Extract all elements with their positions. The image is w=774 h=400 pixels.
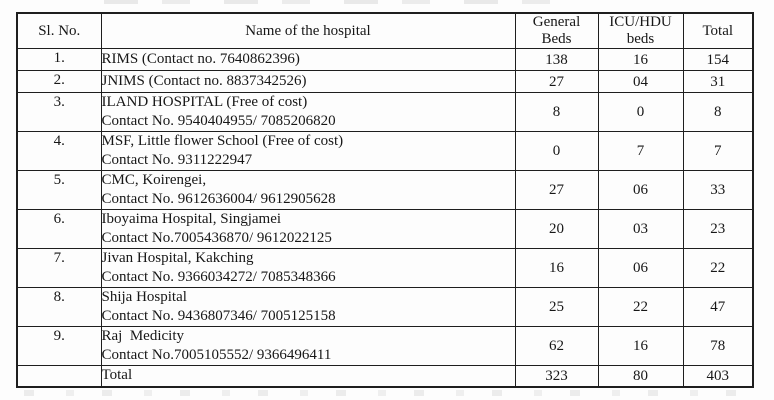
hospital-contact: Contact No.7005105552/ 9366496411 xyxy=(101,347,332,363)
total-beds-cell: 47 xyxy=(683,288,753,327)
hospital-name: Iboyaima Hospital, Singjamei xyxy=(101,211,282,227)
serial-cell: 2. xyxy=(17,71,101,93)
total-beds-cell: 22 xyxy=(683,249,753,288)
icu-beds-cell: 22 xyxy=(598,288,683,327)
table-row xyxy=(17,171,753,210)
header-icu-line2: beds xyxy=(626,31,655,47)
total-beds-cell: 7 xyxy=(683,132,753,171)
total-label-cell xyxy=(101,366,515,387)
general-beds-cell: 8 xyxy=(515,93,598,132)
hospital-name: Jivan Hospital, Kakching xyxy=(101,250,254,266)
table-row xyxy=(17,71,753,93)
hospital-beds-table xyxy=(16,12,754,388)
general-beds-cell: 62 xyxy=(515,327,598,366)
total-label: Total xyxy=(101,367,133,384)
table-row xyxy=(17,132,753,171)
header-icu-line1: ICU/HDU xyxy=(609,14,672,30)
serial-cell: 7. xyxy=(17,249,101,288)
icu-beds-cell: 06 xyxy=(598,171,683,210)
hospital-cell xyxy=(101,327,515,366)
table-row xyxy=(17,210,753,249)
hospital-name: Shija Hospital xyxy=(101,289,187,305)
cut-off-text-artifact-top xyxy=(104,0,554,4)
header-total: Total xyxy=(683,13,753,49)
hospital-name: MSF, Little flower School (Free of cost) xyxy=(101,133,344,149)
icu-beds-cell: 16 xyxy=(598,327,683,366)
serial-cell: 5. xyxy=(17,171,101,210)
total-beds-cell: 23 xyxy=(683,210,753,249)
hospital-name: JNIMS (Contact no. 8837342526) xyxy=(101,73,307,89)
grand-total-cell: 403 xyxy=(683,366,753,387)
hospital-name: RIMS (Contact no. 7640862396) xyxy=(101,51,300,67)
total-beds-cell: 8 xyxy=(683,93,753,132)
total-beds-cell: 154 xyxy=(683,49,753,71)
header-icu-beds xyxy=(598,13,683,49)
icu-beds-cell: 7 xyxy=(598,132,683,171)
general-beds-cell: 25 xyxy=(515,288,598,327)
total-beds-cell: 31 xyxy=(683,71,753,93)
table-row xyxy=(17,249,753,288)
hospital-name: ILAND HOSPITAL (Free of cost) xyxy=(101,94,308,110)
hospital-cell xyxy=(101,93,515,132)
total-beds-cell: 78 xyxy=(683,327,753,366)
table-row xyxy=(17,49,753,71)
hospital-contact: Contact No. 9311222947 xyxy=(101,152,253,168)
general-beds-cell: 0 xyxy=(515,132,598,171)
icu-beds-cell: 16 xyxy=(598,49,683,71)
icu-beds-cell: 04 xyxy=(598,71,683,93)
icu-beds-total-cell: 80 xyxy=(598,366,683,387)
table-total-row xyxy=(17,366,753,387)
hospital-cell xyxy=(101,171,515,210)
header-general-line2: Beds xyxy=(541,31,572,47)
header-serial: Sl. No. xyxy=(17,13,101,49)
icu-beds-cell: 03 xyxy=(598,210,683,249)
serial-cell: 6. xyxy=(17,210,101,249)
hospital-contact: Contact No. 9436807346/ 7005125158 xyxy=(101,308,336,324)
hospital-cell xyxy=(101,49,515,71)
table-row xyxy=(17,327,753,366)
serial-cell-empty xyxy=(17,366,101,387)
hospital-name: CMC, Koirengei, xyxy=(101,172,207,188)
hospital-cell xyxy=(101,249,515,288)
hospital-contact: Contact No.7005436870/ 9612022125 xyxy=(101,230,332,246)
serial-cell: 4. xyxy=(17,132,101,171)
general-beds-cell: 20 xyxy=(515,210,598,249)
table-row xyxy=(17,288,753,327)
hospital-contact: Contact No. 9612636004/ 9612905628 xyxy=(101,191,336,207)
hospital-name: Raj Medicity xyxy=(101,328,184,344)
general-beds-cell: 27 xyxy=(515,171,598,210)
total-beds-cell: 33 xyxy=(683,171,753,210)
serial-cell: 8. xyxy=(17,288,101,327)
cut-off-text-artifact-bottom xyxy=(24,390,754,396)
general-beds-total-cell: 323 xyxy=(515,366,598,387)
table-header-row xyxy=(17,13,753,49)
hospital-cell xyxy=(101,71,515,93)
general-beds-cell: 138 xyxy=(515,49,598,71)
hospital-contact: Contact No. 9366034272/ 7085348366 xyxy=(101,269,336,285)
hospital-cell xyxy=(101,132,515,171)
icu-beds-cell: 06 xyxy=(598,249,683,288)
serial-cell: 9. xyxy=(17,327,101,366)
header-general-line1: General xyxy=(532,14,581,30)
general-beds-cell: 16 xyxy=(515,249,598,288)
general-beds-cell: 27 xyxy=(515,71,598,93)
hospital-contact: Contact No. 9540404955/ 7085206820 xyxy=(101,113,336,129)
serial-cell: 1. xyxy=(17,49,101,71)
table-row xyxy=(17,93,753,132)
hospital-cell xyxy=(101,210,515,249)
serial-cell: 3. xyxy=(17,93,101,132)
header-hospital-name: Name of the hospital xyxy=(101,13,515,49)
hospital-cell xyxy=(101,288,515,327)
header-general-beds xyxy=(515,13,598,49)
icu-beds-cell: 0 xyxy=(598,93,683,132)
